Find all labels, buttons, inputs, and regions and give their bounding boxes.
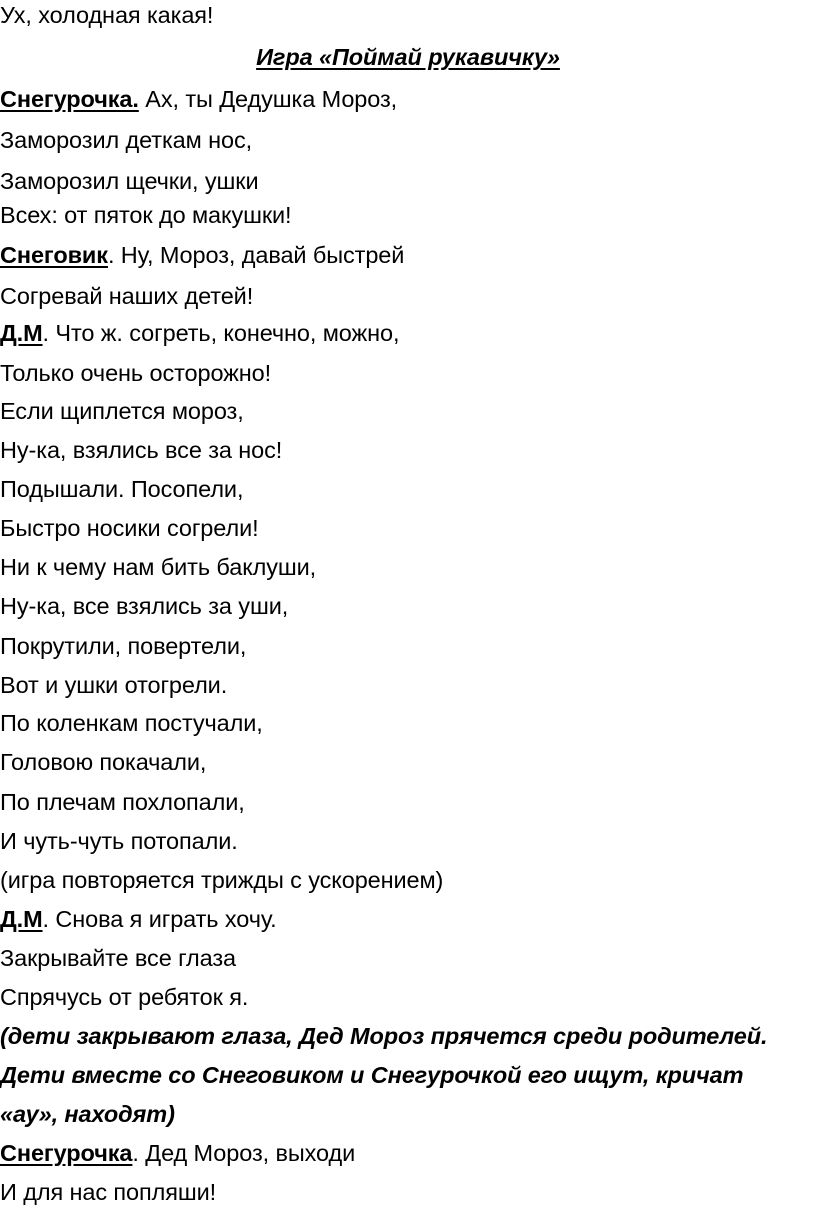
text-line: Закрывайте все глаза	[0, 945, 237, 971]
stage-note: (игра повторяется трижды с ускорением)	[0, 867, 444, 893]
dialogue-text: . Дед Мороз, выходи	[132, 1140, 356, 1166]
dialogue-line	[0, 1138, 355, 1168]
stage-direction: Дети вместе со Снеговиком и Снегурочкой его ищут, кричат	[0, 1062, 744, 1088]
text-line: Заморозил деткам нос,	[0, 127, 253, 153]
dialogue-line	[0, 84, 397, 114]
text-line: Согревай наших детей!	[0, 283, 254, 309]
dialogue-line	[0, 240, 404, 270]
text-line: По плечам похлопали,	[0, 789, 245, 815]
stage-direction: (дети закрывают глаза, Дед Мороз прячется среди родителей.	[0, 1023, 768, 1049]
dialogue-text: . Снова я играть хочу.	[42, 906, 277, 932]
dialogue-line	[0, 318, 399, 348]
text-line: Головою покачали,	[0, 749, 207, 775]
text-line: По коленкам постучали,	[0, 710, 263, 736]
text-line: Если щиплется мороз,	[0, 398, 244, 424]
text-line: Подышали. Посопели,	[0, 476, 244, 502]
text-line: Спрячусь от ребяток я.	[0, 984, 249, 1010]
game-title: Игра «Поймай рукавичку»	[256, 44, 560, 70]
text-line: Ни к чему нам бить баклуши,	[0, 554, 317, 580]
text-line: Ну-ка, все взялись за уши,	[0, 593, 289, 619]
text-line: Быстро носики согрели!	[0, 515, 259, 541]
text-line: Покрутили, повертели,	[0, 633, 247, 659]
dialogue-line	[0, 904, 277, 934]
speaker-name: Д.М	[0, 320, 43, 346]
text-line: Вот и ушки отогрели.	[0, 672, 228, 698]
speaker-name: Снеговик	[0, 242, 108, 268]
speaker-name: Снегурочка.	[0, 86, 139, 112]
dialogue-text: Ах, ты Дедушка Мороз,	[138, 86, 398, 112]
speaker-name: Снегурочка	[0, 1140, 133, 1166]
dialogue-text: . Что ж. согреть, конечно, можно,	[42, 320, 400, 346]
text-line: Заморозил щечки, ушки	[0, 168, 259, 194]
stage-direction: «ау», находят)	[0, 1101, 175, 1127]
dialogue-text: . Ну, Мороз, давай быстрей	[107, 242, 405, 268]
speaker-name: Д.М	[0, 906, 43, 932]
text-line: Всех: от пяток до макушки!	[0, 202, 292, 228]
text-line: Ух, холодная какая!	[0, 2, 214, 28]
text-line: И для нас попляши!	[0, 1179, 217, 1205]
text-line: Ну-ка, взялись все за нос!	[0, 437, 283, 463]
text-line: И чуть-чуть потопали.	[0, 828, 238, 854]
text-line: Только очень осторожно!	[0, 360, 272, 386]
